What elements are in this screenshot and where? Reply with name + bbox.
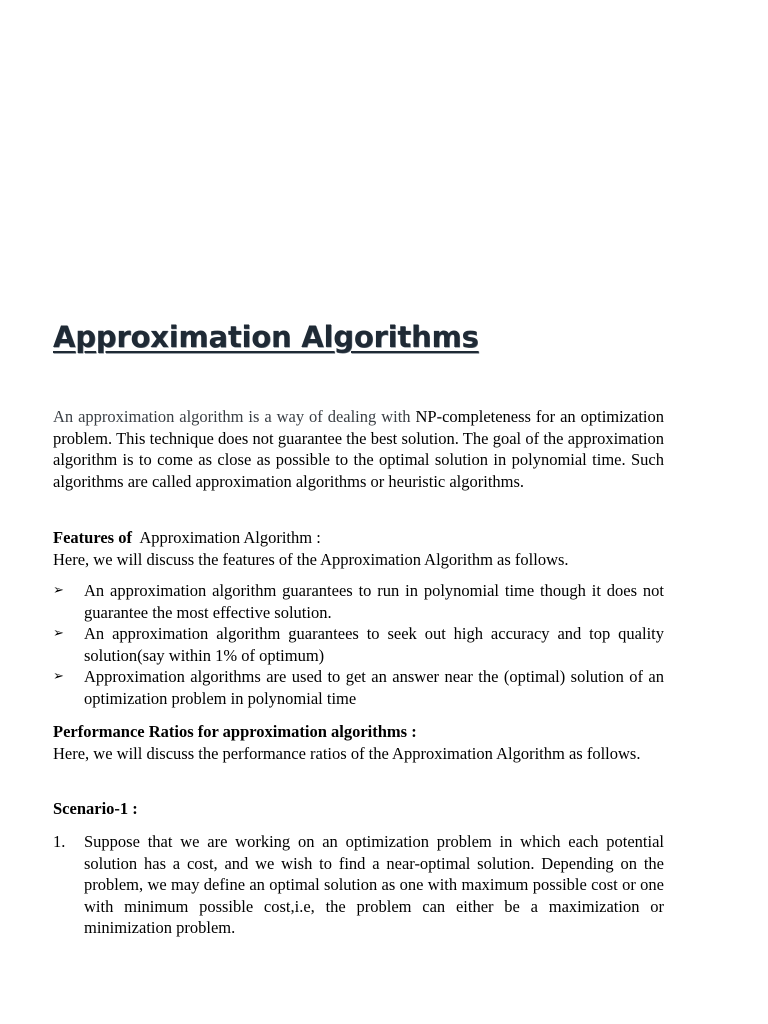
performance-subtext: Here, we will discuss the performance ratios of the Approximation Algorithm as follows. <box>53 743 641 763</box>
page-title: Approximation Algorithms <box>53 320 479 354</box>
features-subtext: Here, we will discuss the features of the Approximation Algorithm as follows. <box>53 549 569 569</box>
scenario-heading: Scenario-1 : <box>53 799 138 818</box>
performance-section <box>53 721 664 764</box>
list-item-text: An approximation algorithm guarantees to run in polynomial time though it does not guarantee the most effective solution. <box>84 581 664 622</box>
arrow-bullet-icon: ➢ <box>53 669 64 684</box>
list-item <box>53 666 664 709</box>
scenario-section-header <box>53 798 664 820</box>
intro-lead-text: An approximation algorithm is a way of dealing with <box>53 407 411 426</box>
arrow-bullet-icon: ➢ <box>53 626 64 641</box>
features-list <box>53 580 664 709</box>
features-section-header <box>53 527 664 570</box>
list-number-marker: 1. <box>53 832 66 851</box>
performance-heading: Performance Ratios for approximation algorithms : <box>53 722 417 741</box>
list-item-text: Suppose that we are working on an optimization problem in which each potential solution has a cost, and we wish to find a near-optimal solution. Depending on the problem, we may define an optimal solution as one with maximum possible cost or one with minimum possible cost,i.e, the problem can either be a maximization or minimization problem. <box>84 832 664 937</box>
list-item <box>53 831 664 939</box>
intro-rest-text: NP-completeness for an optimization problem. This technique does not guarantee the best solution. The goal of the approximation algorithm is to come as close as possible to the optimal solution in polynomial time. Such algorithms are called approximation algorithms or heuristic algorithms. <box>53 407 665 491</box>
list-item-text: An approximation algorithm guarantees to seek out high accuracy and top quality solution(say within 1% of optimum) <box>84 624 664 665</box>
features-heading-rest: Approximation Algorithm : <box>139 528 321 547</box>
list-item <box>53 580 664 623</box>
list-item-text: Approximation algorithms are used to get an answer near the (optimal) solution of an optimization problem in polynomial time <box>84 667 664 708</box>
features-heading <box>53 527 664 549</box>
arrow-bullet-icon: ➢ <box>53 583 64 598</box>
list-item <box>53 623 664 666</box>
scenario-list <box>53 831 664 939</box>
features-heading-bold: Features of <box>53 528 132 547</box>
intro-paragraph <box>53 406 664 492</box>
